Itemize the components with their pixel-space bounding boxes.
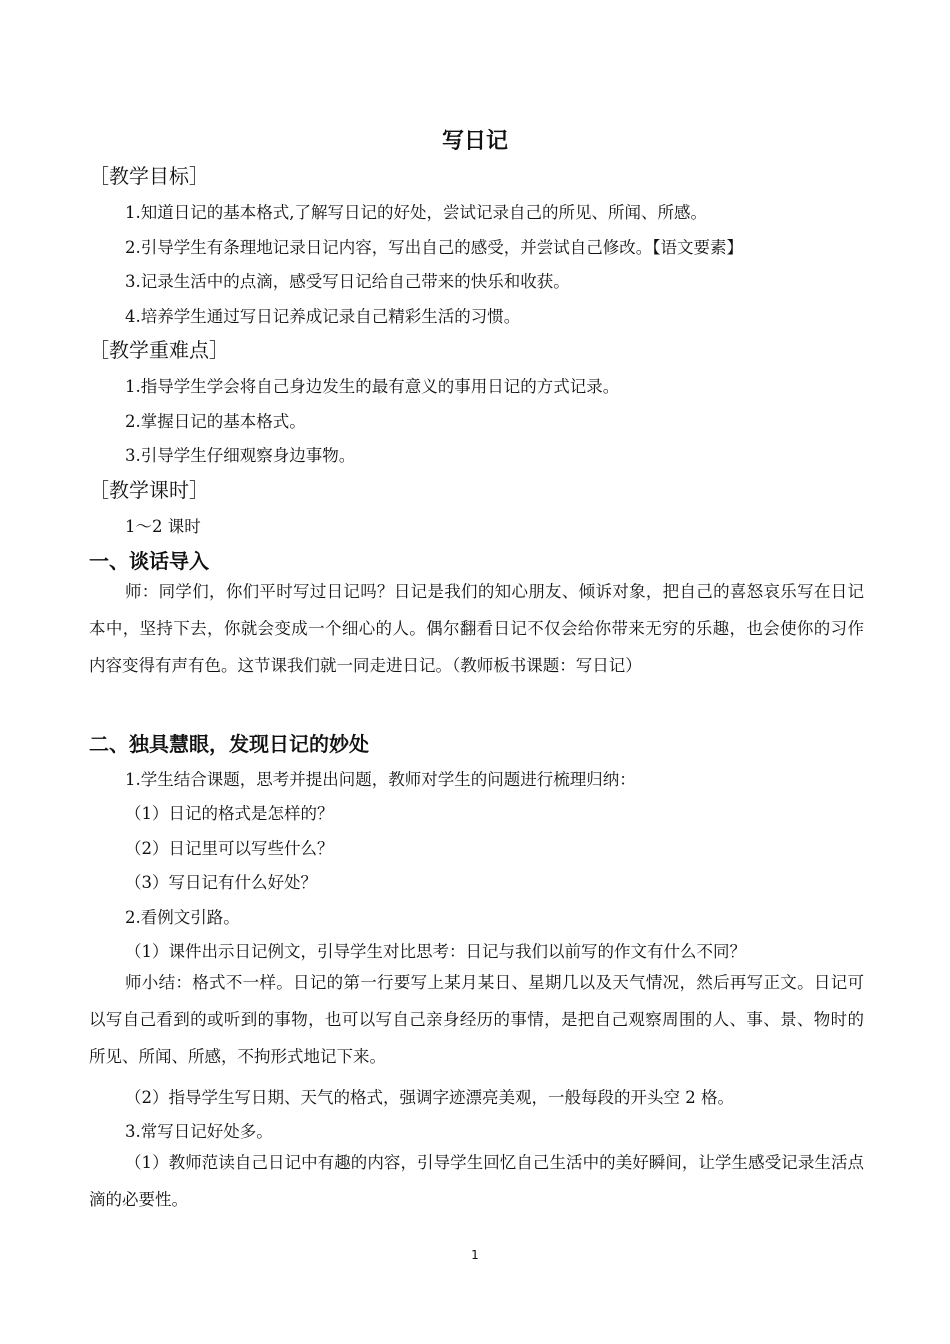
key-point-item: 1.指导学生学会将自己身边发生的最有意义的事用日记的方式记录。 — [125, 377, 620, 396]
question-item: （2）日记里可以写些什么？ — [125, 839, 334, 858]
step-line: （2）指导学生写日期、天气的格式，强调字迹漂亮美观，一般每段的开头空 2 格。 — [125, 1088, 734, 1107]
step-paragraph: （1）教师范读自己日记中有趣的内容，引导学生回忆自己生活中的美好瞬间，让学生感受记录生活点滴的必要性。 — [89, 1153, 864, 1209]
section1-heading: 一、谈话导入 — [89, 549, 209, 573]
objectives-heading: ［教学目标］ — [89, 164, 209, 188]
section1-paragraph: 师：同学们，你们平时写过日记吗？日记是我们的知心朋友、倾诉对象，把自己的喜怒哀乐写在日记本中，坚持下去，你就会变成一个细心的人。偶尔翻看日记不仅会给你带来无穷的乐趣，也会使你的习作内容变得有声有色。这节课我们就一同走进日记。（教师板书课题：写日记） — [89, 582, 864, 675]
key-points-heading: ［教学重难点］ — [89, 338, 229, 362]
question-item: （1）日记的格式是怎样的？ — [125, 804, 334, 823]
objective-item: 2.引导学生有条理地记录日记内容，写出自己的感受，并尝试自己修改。【语文要素】 — [125, 238, 743, 257]
document-title: 写日记 — [441, 129, 508, 154]
key-point-item: 2.掌握日记的基本格式。 — [125, 412, 306, 431]
class-hours-value: 1～2 课时 — [125, 517, 201, 536]
step-line: 3.常写日记好处多。 — [125, 1122, 273, 1141]
objective-item: 4.培养学生通过写日记养成记录自己精彩生活的习惯。 — [125, 307, 521, 326]
objective-item: 1.知道日记的基本格式,了解写日记的好处，尝试记录自己的所见、所闻、所感。 — [125, 203, 707, 222]
section2-heading: 二、独具慧眼，发现日记的妙处 — [89, 732, 369, 756]
class-hours-heading: ［教学课时］ — [89, 478, 209, 502]
step-line: （1）课件出示日记例文，引导学生对比思考：日记与我们以前写的作文有什么不同？ — [125, 942, 746, 961]
page-number: 1 — [471, 1248, 479, 1262]
section2-line: 1.学生结合课题，思考并提出问题，教师对学生的问题进行梳理归纳： — [125, 770, 636, 789]
key-point-item: 3.引导学生仔细观察身边事物。 — [125, 446, 356, 465]
objective-item: 3.记录生活中的点滴，感受写日记给自己带来的快乐和收获。 — [125, 272, 570, 291]
step-line: 2.看例文引路。 — [125, 908, 240, 927]
question-item: （3）写日记有什么好处？ — [125, 873, 317, 892]
summary-paragraph: 师小结：格式不一样。日记的第一行要写上某月某日、星期几以及天气情况，然后再写正文。日记可以写自己看到的或听到的事物，也可以写自己亲身经历的事情，是把自己观察周围的人、事、景、物时的所见、所闻、所感，不拘形式地记下来。 — [89, 973, 864, 1066]
